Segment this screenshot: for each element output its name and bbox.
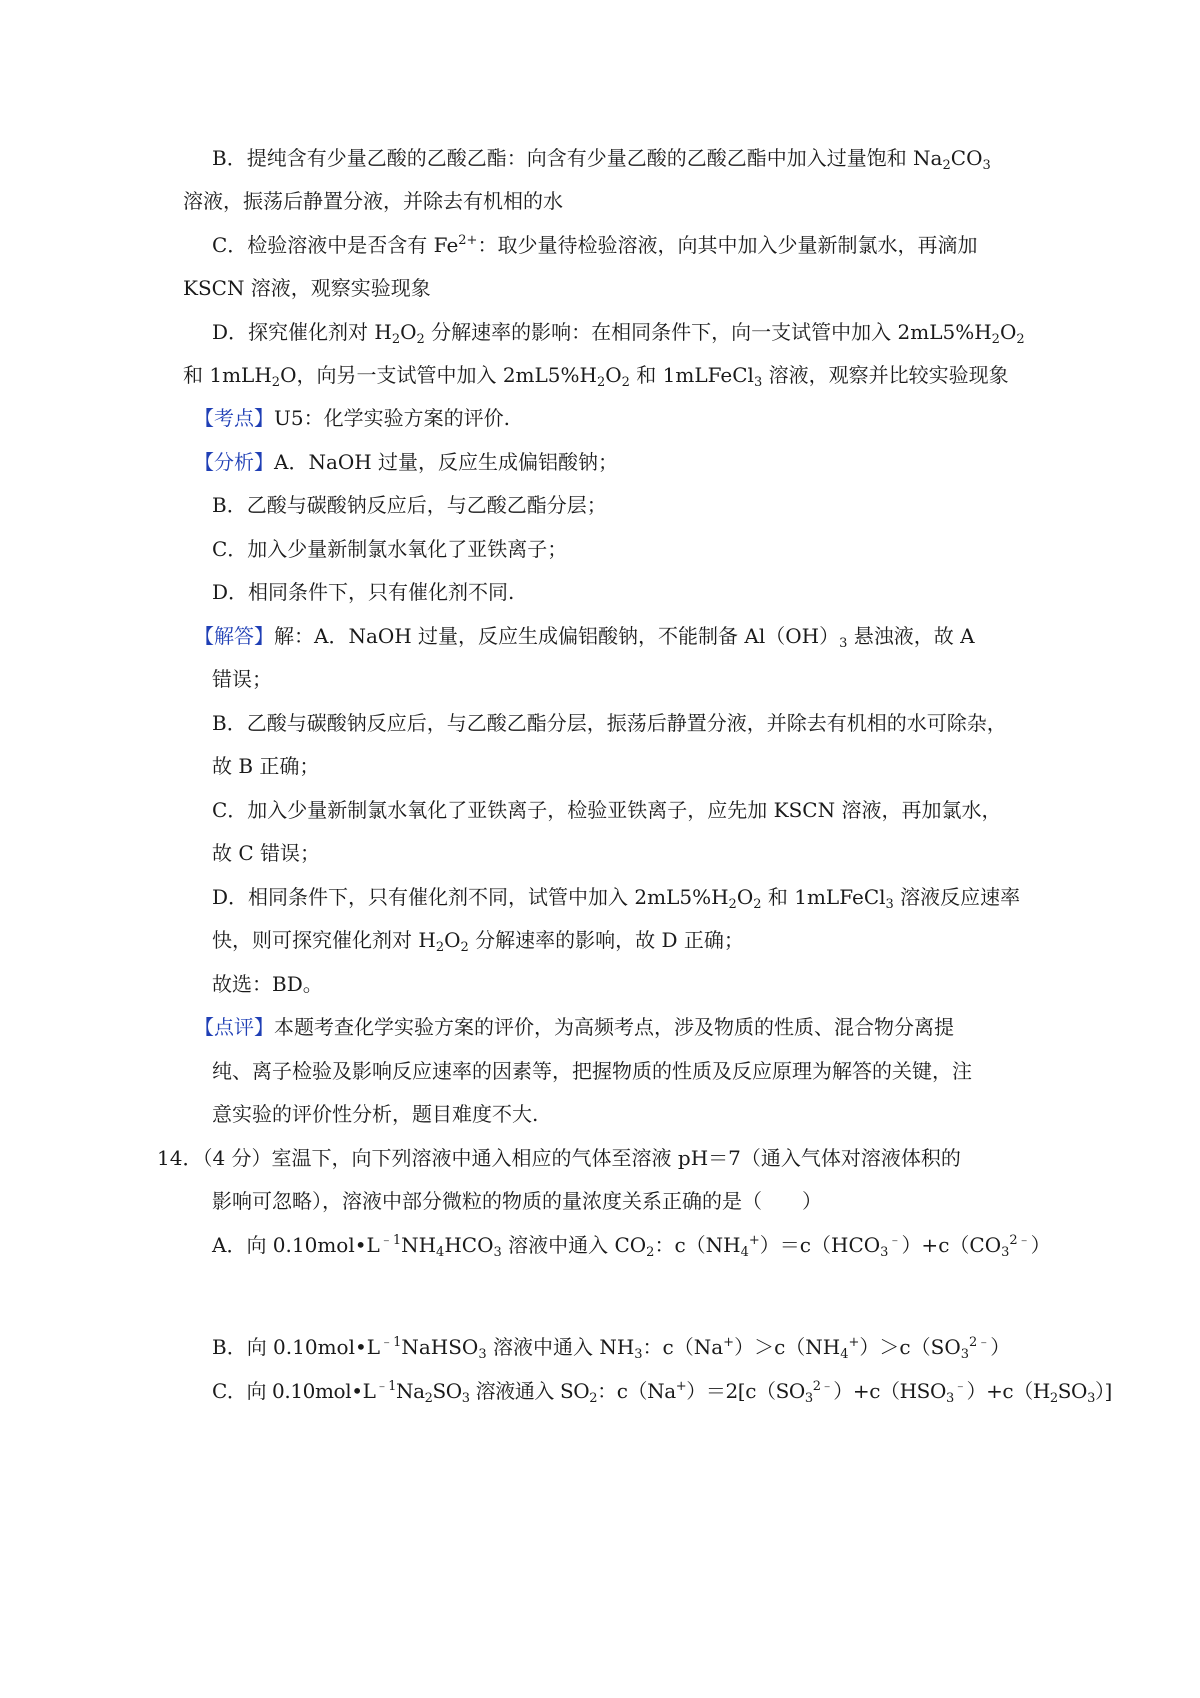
dianping-line-3: 意实验的评价性分析，题目难度不大. xyxy=(212,1102,539,1126)
kaodian-line: 【考点】U5：化学实验方案的评价. xyxy=(194,406,510,430)
question-14-line-2: 影响可忽略），溶液中部分微粒的物质的量浓度关系正确的是（ ） xyxy=(212,1189,822,1213)
jieda-c-line-1: C．加入少量新制氯水氧化了亚铁离子，检验亚铁离子，应先加 KSCN 溶液，再加氯水， xyxy=(212,798,1002,822)
jieda-d-line-2: 快，则可探究催化剂对 $H_2O_2$ 分解速率的影响，故 D 正确； xyxy=(212,928,744,955)
option-b-line-2: 溶液，振荡后静置分液，并除去有机相的水 xyxy=(183,189,563,213)
q14-option-c: C．向 $0.10mol•L^{﹣1}Na_2SO_3$ 溶液通入 $SO_2$：$c(Na^+)=2[c(SO_3^{2﹣})+c(HSO_3^﹣)+c(H_2SO_3)]$ xyxy=(212,1379,1112,1406)
option-c-line-2: KSCN 溶液，观察实验现象 xyxy=(183,276,431,300)
dianping-line-1: 【点评】本题考查化学实验方案的评价，为高频考点，涉及物质的性质、混合物分离提 xyxy=(194,1015,954,1039)
jieda-c-line-2: 故 C 错误； xyxy=(212,841,321,865)
jieda-b-line-2: 故 B 正确； xyxy=(212,754,320,778)
jieda-tag: 【解答】 xyxy=(194,624,274,648)
dianping-line-2: 纯、离子检验及影响反应速率的因素等，把握物质的性质及反应原理为解答的关键，注 xyxy=(212,1059,972,1083)
option-c-line-1: C．检验溶液中是否含有 $Fe^{2+}$：取少量待检验溶液，向其中加入少量新制氯水，再滴加 xyxy=(212,233,978,257)
fenxi-line: 【分析】A．NaOH 过量，反应生成偏铝酸钠； xyxy=(194,450,619,474)
fenxi-b: B．乙酸与碳酸钠反应后，与乙酸乙酯分层； xyxy=(212,493,607,517)
option-d-line-2: 和 1mLH$_2$O，向另一支试管中加入 $2mL5\%H_2O_2$ 和 1mLFeCl$_3$ 溶液，观察并比较实验现象 xyxy=(183,363,1009,390)
jieda-a-cont: 错误； xyxy=(212,667,272,691)
option-d-line-1: D．探究催化剂对 $H_2O_2$ 分解速率的影响：在相同条件下，向一支试管中加入 $2mL5\%H_2O_2$ xyxy=(212,320,1025,347)
answer-line: 故选：BD。 xyxy=(212,972,323,996)
fenxi-tag: 【分析】 xyxy=(194,450,274,474)
question-14-line-1: 14．（4 分）室温下，向下列溶液中通入相应的气体至溶液 pH＝7（通入气体对溶液体积的 xyxy=(157,1146,961,1170)
jieda-d-line-1: D．相同条件下，只有催化剂不同，试管中加入 $2mL5\%H_2O_2$ 和 1mLFeCl$_3$ 溶液反应速率 xyxy=(212,885,1021,912)
jieda-line: 【解答】解：A．NaOH 过量，反应生成偏铝酸钠，不能制备 $Al(OH)_3$ 悬浊液，故 A xyxy=(194,624,975,651)
kaodian-tag: 【考点】 xyxy=(194,406,274,430)
q14-option-a: A．向 $0.10mol•L^{﹣1}NH_4HCO_3$ 溶液中通入 $CO_2$：$c(NH_4^+)=c(HCO_3^﹣)+c(CO_3^{2﹣})$ xyxy=(212,1233,1051,1260)
jieda-b-line-1: B．乙酸与碳酸钠反应后，与乙酸乙酯分层，振荡后静置分液，并除去有机相的水可除杂， xyxy=(212,711,1007,735)
q14-option-b: B．向 $0.10mol•L^{﹣1}NaHSO_3$ 溶液中通入 $NH_3$：$c(Na^+)>c(NH_4^+)>c(SO_3^{2﹣})$ xyxy=(212,1335,1011,1362)
dianping-tag: 【点评】 xyxy=(194,1015,274,1039)
fenxi-c: C．加入少量新制氯水氧化了亚铁离子； xyxy=(212,537,568,561)
option-b-line-1: B．提纯含有少量乙酸的乙酸乙酯：向含有少量乙酸的乙酸乙酯中加入过量饱和 $Na_2CO_3$ xyxy=(212,146,991,173)
fenxi-d: D．相同条件下，只有催化剂不同. xyxy=(212,580,515,604)
